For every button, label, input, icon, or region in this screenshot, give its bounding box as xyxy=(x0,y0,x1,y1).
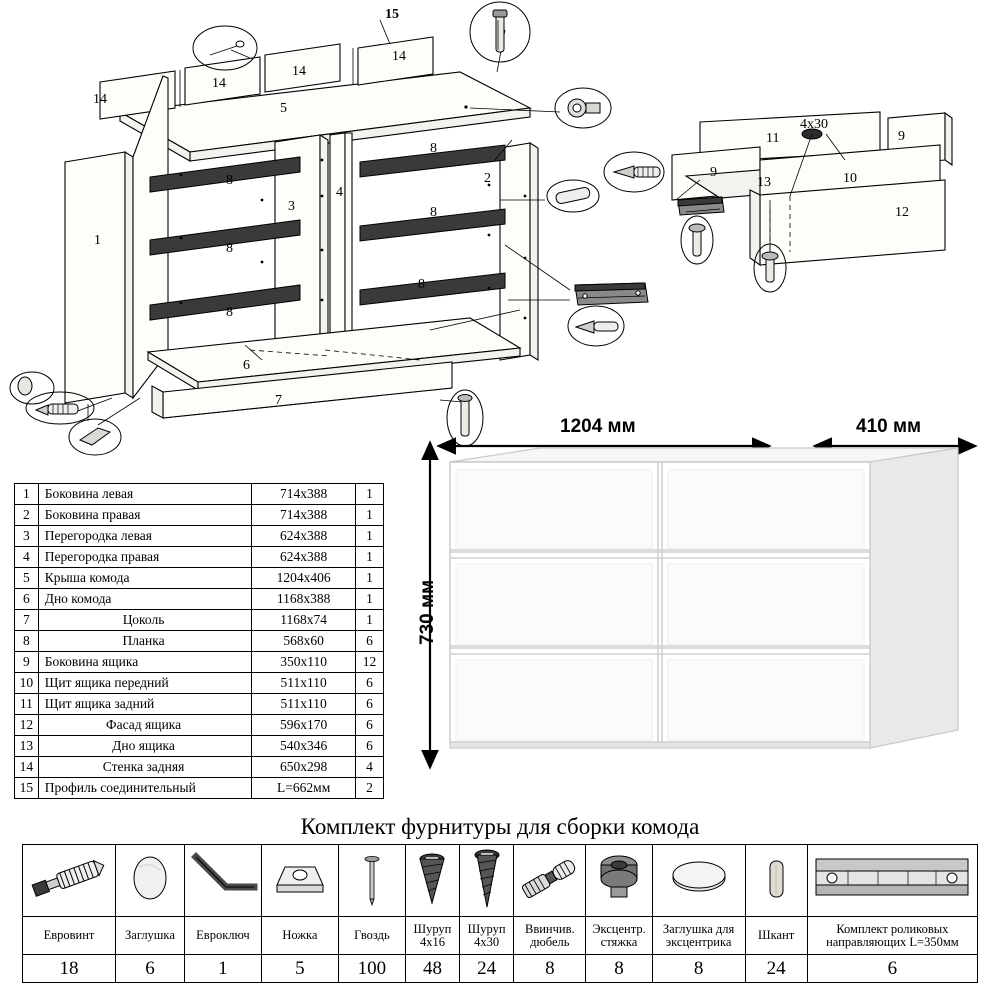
hardware-label: Шуруп 4х30 xyxy=(460,917,514,955)
part-name: Щит ящика задний xyxy=(38,694,252,715)
part-number: 6 xyxy=(15,589,39,610)
svg-text:9: 9 xyxy=(710,165,717,180)
part-name: Фасад ящика xyxy=(38,715,252,736)
table-row xyxy=(15,568,384,589)
svg-text:4х30: 4х30 xyxy=(800,117,828,132)
svg-text:3: 3 xyxy=(288,199,295,214)
svg-text:9: 9 xyxy=(898,129,905,144)
svg-text:8: 8 xyxy=(430,205,437,220)
hardware-label: Ввинчив. дюбель xyxy=(514,917,586,955)
part-qty: 1 xyxy=(355,484,383,505)
part-name: Цоколь xyxy=(38,610,252,631)
part-size: L=662мм xyxy=(252,778,356,799)
part-size: 624х388 xyxy=(252,547,356,568)
dowel-cell xyxy=(745,845,807,917)
svg-text:6: 6 xyxy=(243,358,250,373)
furniture-foot-cell xyxy=(261,845,338,917)
cap-plug-icon xyxy=(117,845,183,911)
part-number: 8 xyxy=(15,631,39,652)
part-qty: 6 xyxy=(355,694,383,715)
table-row xyxy=(15,547,384,568)
svg-text:14: 14 xyxy=(392,49,406,64)
hardware-label: Комплект роликовых направляющих L=350мм xyxy=(807,917,977,955)
table-row xyxy=(15,631,384,652)
table-row xyxy=(15,757,384,778)
part-qty: 1 xyxy=(355,610,383,631)
cam-cover-cap-icon xyxy=(654,845,744,911)
screw-in-dowel-cell xyxy=(514,845,586,917)
hardware-label: Шуруп 4х16 xyxy=(405,917,459,955)
screw-4x16-icon xyxy=(406,845,458,911)
part-name: Крыша комода xyxy=(38,568,252,589)
part-number: 14 xyxy=(15,757,39,778)
part-name: Боковина левая xyxy=(38,484,252,505)
svg-text:11: 11 xyxy=(766,131,780,146)
furniture-foot-icon xyxy=(263,845,337,911)
svg-text:13: 13 xyxy=(757,175,771,190)
part-size: 714х388 xyxy=(252,505,356,526)
part-qty: 4 xyxy=(355,757,383,778)
hardware-count: 5 xyxy=(261,955,338,983)
hardware-label: Ножка xyxy=(261,917,338,955)
hardware-count: 6 xyxy=(807,955,977,983)
svg-text:15: 15 xyxy=(385,7,399,22)
euro-screw-cell xyxy=(23,845,116,917)
part-qty: 6 xyxy=(355,673,383,694)
parts-list-table xyxy=(14,483,384,799)
part-name: Боковина ящика xyxy=(38,652,252,673)
svg-text:5: 5 xyxy=(280,101,287,116)
part-number: 13 xyxy=(15,736,39,757)
hardware-label: Заглушка для эксцентрика xyxy=(652,917,745,955)
part-qty: 2 xyxy=(355,778,383,799)
width-dimension-label: 1204 мм xyxy=(560,416,636,437)
table-row xyxy=(15,652,384,673)
height-dimension-label: 730 мм xyxy=(417,579,438,645)
part-name: Стенка задняя xyxy=(38,757,252,778)
hardware-count: 8 xyxy=(514,955,586,983)
part-qty: 1 xyxy=(355,505,383,526)
svg-text:1: 1 xyxy=(94,233,101,248)
svg-text:12: 12 xyxy=(895,205,909,220)
roller-slide-set-icon xyxy=(808,845,976,911)
cam-cover-cap-cell xyxy=(652,845,745,917)
table-row xyxy=(15,715,384,736)
part-name: Перегородка левая xyxy=(38,526,252,547)
svg-text:4: 4 xyxy=(336,185,343,200)
part-size: 714х388 xyxy=(252,484,356,505)
part-name: Щит ящика передний xyxy=(38,673,252,694)
part-name: Дно комода xyxy=(38,589,252,610)
svg-text:14: 14 xyxy=(93,92,107,107)
hardware-label: Эксцентр. стяжка xyxy=(586,917,652,955)
cap-plug-cell xyxy=(115,845,184,917)
part-number: 1 xyxy=(15,484,39,505)
hardware-labels-row xyxy=(23,917,978,955)
table-row xyxy=(15,526,384,547)
part-size: 1168х74 xyxy=(252,610,356,631)
part-number: 12 xyxy=(15,715,39,736)
svg-text:2: 2 xyxy=(484,171,491,186)
part-size: 350х110 xyxy=(252,652,356,673)
table-row xyxy=(15,589,384,610)
nail-icon xyxy=(340,845,404,911)
svg-text:8: 8 xyxy=(430,141,437,156)
hardware-icons-row xyxy=(23,845,978,917)
svg-text:8: 8 xyxy=(418,277,425,292)
part-size: 568х60 xyxy=(252,631,356,652)
hardware-label: Шкант xyxy=(745,917,807,955)
screw-in-dowel-icon xyxy=(515,845,585,911)
hardware-label: Гвоздь xyxy=(338,917,405,955)
hardware-kit-table xyxy=(22,844,978,983)
table-row xyxy=(15,778,384,799)
table-row xyxy=(15,736,384,757)
hardware-counts-row xyxy=(23,955,978,983)
svg-text:10: 10 xyxy=(843,171,857,186)
part-qty: 1 xyxy=(355,547,383,568)
svg-text:8: 8 xyxy=(226,173,233,188)
table-row xyxy=(15,694,384,715)
part-size: 511х110 xyxy=(252,673,356,694)
svg-text:14: 14 xyxy=(292,64,306,79)
part-number: 5 xyxy=(15,568,39,589)
dowel-icon xyxy=(746,845,806,911)
part-number: 7 xyxy=(15,610,39,631)
dresser-dimension-drawing xyxy=(400,400,1000,820)
svg-text:14: 14 xyxy=(212,76,226,91)
table-row xyxy=(15,484,384,505)
part-qty: 6 xyxy=(355,715,383,736)
hardware-label: Евровинт xyxy=(23,917,116,955)
part-name: Профиль соединительный xyxy=(38,778,252,799)
exploded-assembly-diagram xyxy=(0,0,1000,460)
part-size: 511х110 xyxy=(252,694,356,715)
table-row xyxy=(15,673,384,694)
hardware-section-title: Комплект фурнитуры для сборки комода xyxy=(300,814,700,839)
part-name: Дно ящика xyxy=(38,736,252,757)
hardware-label: Евроключ xyxy=(184,917,261,955)
part-name: Перегородка правая xyxy=(38,547,252,568)
roller-slide-set-cell xyxy=(807,845,977,917)
hardware-count: 18 xyxy=(23,955,116,983)
nail-cell xyxy=(338,845,405,917)
part-qty: 6 xyxy=(355,631,383,652)
hardware-count: 100 xyxy=(338,955,405,983)
part-number: 11 xyxy=(15,694,39,715)
hardware-count: 8 xyxy=(652,955,745,983)
hardware-count: 8 xyxy=(586,955,652,983)
part-number: 3 xyxy=(15,526,39,547)
table-row xyxy=(15,505,384,526)
hardware-count: 24 xyxy=(745,955,807,983)
part-size: 1204х406 xyxy=(252,568,356,589)
part-name: Планка xyxy=(38,631,252,652)
hardware-label: Заглушка xyxy=(115,917,184,955)
screw-4x30-icon xyxy=(461,845,513,911)
part-number: 2 xyxy=(15,505,39,526)
hardware-count: 6 xyxy=(115,955,184,983)
screw-4x30-cell xyxy=(460,845,514,917)
part-size: 540х346 xyxy=(252,736,356,757)
part-qty: 12 xyxy=(355,652,383,673)
hardware-count: 48 xyxy=(405,955,459,983)
cam-lock-cell xyxy=(586,845,652,917)
screw-4x16-cell xyxy=(405,845,459,917)
part-size: 650х298 xyxy=(252,757,356,778)
part-number: 9 xyxy=(15,652,39,673)
euro-key-cell xyxy=(184,845,261,917)
part-qty: 1 xyxy=(355,589,383,610)
part-qty: 1 xyxy=(355,568,383,589)
part-name: Боковина правая xyxy=(38,505,252,526)
parts-table-body xyxy=(15,484,384,799)
svg-text:8: 8 xyxy=(226,305,233,320)
part-size: 1168х388 xyxy=(252,589,356,610)
part-size: 596х170 xyxy=(252,715,356,736)
part-qty: 1 xyxy=(355,526,383,547)
euro-key-icon xyxy=(186,845,260,911)
part-number: 4 xyxy=(15,547,39,568)
cam-lock-icon xyxy=(587,845,651,911)
svg-text:7: 7 xyxy=(275,393,282,408)
hardware-count: 1 xyxy=(184,955,261,983)
depth-dimension-label: 410 мм xyxy=(856,416,922,437)
hardware-count: 24 xyxy=(460,955,514,983)
svg-text:8: 8 xyxy=(226,241,233,256)
table-row xyxy=(15,610,384,631)
part-number: 15 xyxy=(15,778,39,799)
part-number: 10 xyxy=(15,673,39,694)
euro-screw-icon xyxy=(24,845,114,911)
part-size: 624х388 xyxy=(252,526,356,547)
part-qty: 6 xyxy=(355,736,383,757)
